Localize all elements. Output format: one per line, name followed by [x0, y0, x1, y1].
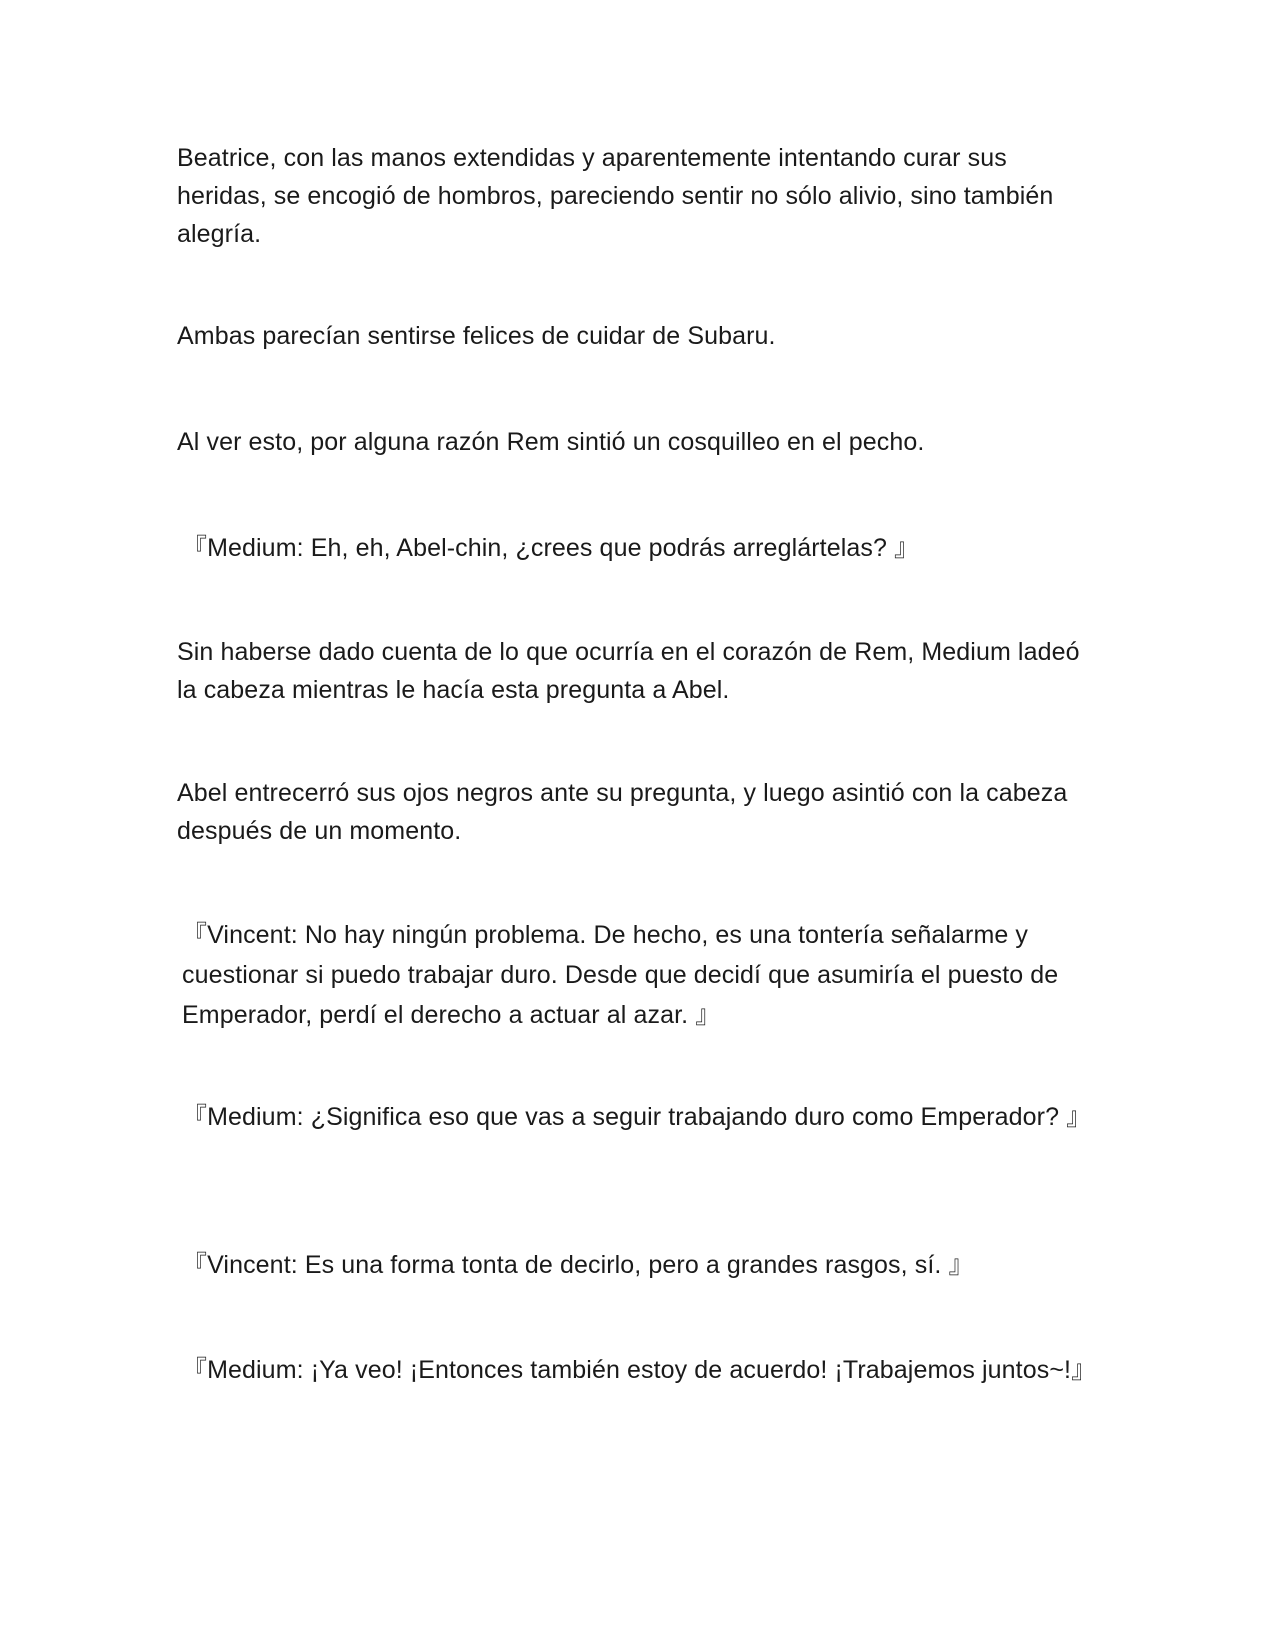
paragraph-ambas: Ambas parecían sentirse felices de cuidar de Subaru.: [177, 322, 776, 350]
paragraph-medium-question: Sin haberse dado cuenta de lo que ocurría en el corazón de Rem, Medium ladeó la cabeza mientras le hacía esta pregunta a Abel.: [177, 638, 1087, 704]
paragraph-beatrice: Beatrice, con las manos extendidas y aparentemente intentando curar sus heridas, se encogió de hombros, pareciendo sentir no sólo alivio, sino también alegría.: [177, 144, 1061, 248]
dialogue-medium-1: 『Medium: Eh, eh, Abel-chin, ¿crees que podrás arreglártelas? 』: [182, 534, 920, 562]
dialogue-vincent-2: 『Vincent: Es una forma tonta de decirlo, pero a grandes rasgos, sí. 』: [182, 1251, 974, 1279]
paragraph-rem: Al ver esto, por alguna razón Rem sintió un cosquilleo en el pecho.: [177, 428, 925, 456]
dialogue-medium-2: 『Medium: ¿Significa eso que vas a seguir trabajando duro como Emperador? 』: [182, 1103, 1092, 1131]
paragraph-abel: Abel entrecerró sus ojos negros ante su pregunta, y luego asintió con la cabeza después de un momento.: [177, 779, 1075, 845]
dialogue-medium-3: 『Medium: ¡Ya veo! ¡Entonces también estoy de acuerdo! ¡Trabajemos juntos~!』: [182, 1356, 1097, 1384]
dialogue-vincent-1: 『Vincent: No hay ningún problema. De hecho, es una tontería señalarme y cuestionar si puedo trabajar duro. Desde que decidí que asumiría el puesto de Emperador, perdí el derecho a actuar al azar. 』: [182, 921, 1066, 1029]
